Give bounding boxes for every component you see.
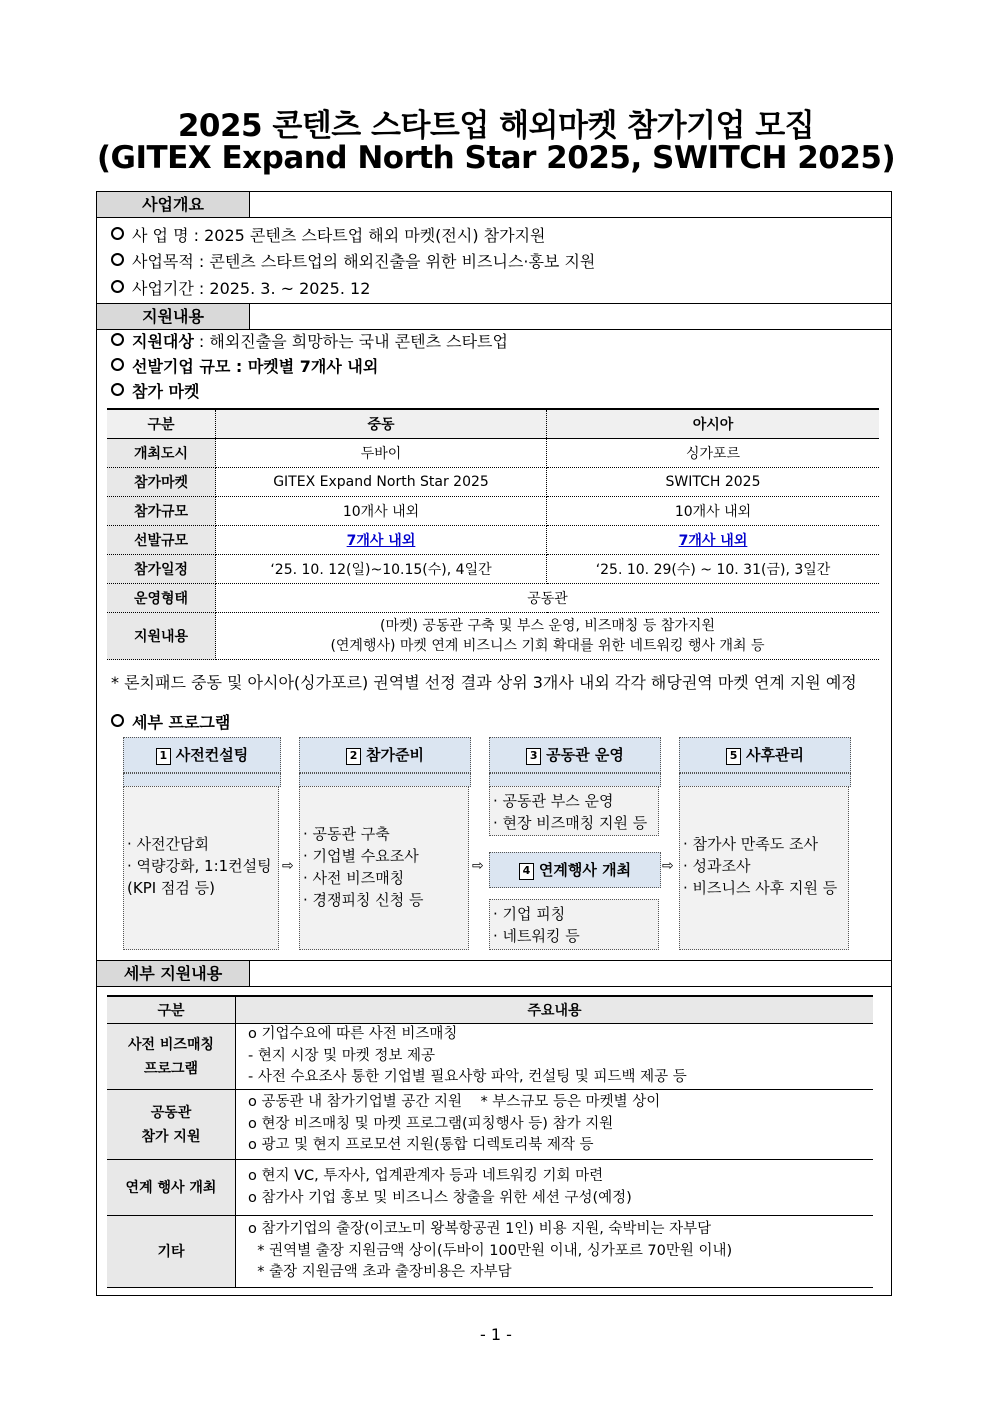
row-label: 참가마켓 bbox=[107, 468, 216, 497]
flow-arrow-icon: ⇨ bbox=[662, 858, 674, 874]
bullet-icon bbox=[111, 383, 124, 396]
table-cell bbox=[216, 526, 547, 555]
table-cell: 두바이 bbox=[216, 439, 547, 468]
regional-note: * 론치패드 중동 및 아시아(싱가포르) 권역별 선정 결과 상위 3개사 내외 각각 해당권역 마켓 연계 지원 예정 bbox=[111, 673, 857, 692]
table-row bbox=[107, 1160, 873, 1216]
table-row bbox=[107, 1024, 873, 1090]
document-title-line2: (GITEX Expand North Star 2025, SWITCH 2025) bbox=[96, 140, 896, 176]
bullet-icon bbox=[111, 280, 124, 293]
section-overview-label: 사업개요 bbox=[97, 192, 250, 217]
document-frame bbox=[96, 191, 892, 1296]
table-cell: 10개사 내외 bbox=[216, 497, 547, 526]
overview-item-purpose: 사업목적 : 콘텐츠 스타트업의 해외진출을 위한 비즈니스·홍보 지원 bbox=[111, 249, 595, 272]
table-header-cell: 아시아 bbox=[547, 409, 880, 439]
row-label: 참가일정 bbox=[107, 555, 216, 584]
table-row bbox=[107, 497, 879, 526]
program-label: 세부 프로그램 bbox=[111, 710, 230, 733]
row-label: 운영형태 bbox=[107, 584, 216, 613]
bullet-icon bbox=[111, 714, 124, 727]
program-step-1-strip bbox=[123, 773, 281, 787]
table-row bbox=[107, 526, 879, 555]
program-step-5-header: 5 사후관리 bbox=[679, 737, 851, 773]
table-cell: 싱가포르 bbox=[547, 439, 880, 468]
support-target: 지원대상 : 해외진출을 희망하는 국내 콘텐츠 스타트업 bbox=[111, 329, 508, 352]
row-label: 연계 행사 개최 bbox=[107, 1160, 236, 1216]
table-cell: GITEX Expand North Star 2025 bbox=[216, 468, 547, 497]
selection-scale-link: 7개사 내외 bbox=[678, 533, 748, 549]
table-row bbox=[107, 468, 879, 497]
support-markets-label: 참가 마켓 bbox=[111, 379, 199, 402]
section-overview-header bbox=[97, 192, 891, 218]
table-row bbox=[107, 1216, 873, 1288]
program-step-4-header: 4 연계행사 개최 bbox=[489, 852, 661, 888]
market-table bbox=[107, 408, 879, 660]
table-row bbox=[107, 439, 879, 468]
program-step-2-header: 2 참가준비 bbox=[299, 737, 471, 773]
document-title-line1: 2025 콘텐츠 스타트업 해외마켓 참가기업 모집 bbox=[177, 108, 815, 144]
selection-scale-link: 7개사 내외 bbox=[346, 533, 416, 549]
support-scale: 선발기업 규모 : 마켓별 7개사 내외 bbox=[111, 354, 378, 377]
section-support-label: 지원내용 bbox=[97, 304, 250, 329]
overview-item-period: 사업기간 : 2025. 3. ~ 2025. 12 bbox=[111, 276, 370, 299]
table-row bbox=[107, 584, 879, 613]
program-step-5-strip bbox=[679, 773, 851, 787]
page-number: - 1 - bbox=[480, 1325, 512, 1344]
bullet-icon bbox=[111, 333, 124, 346]
program-step-3-strip bbox=[489, 773, 661, 787]
program-step-3-header: 3 공동관 운영 bbox=[489, 737, 661, 773]
table-header-cell: 주요내용 bbox=[236, 996, 874, 1024]
table-cell: ‘25. 10. 12(일)~10.15(수), 4일간 bbox=[216, 555, 547, 584]
row-label: 선발규모 bbox=[107, 526, 216, 555]
table-row bbox=[107, 613, 879, 660]
section-support-header bbox=[97, 303, 891, 330]
table-cell: 10개사 내외 bbox=[547, 497, 880, 526]
table-cell: 공동관 bbox=[216, 584, 880, 613]
section-detail-label: 세부 지원내용 bbox=[97, 961, 250, 986]
bullet-icon bbox=[111, 358, 124, 371]
table-cell: ‘25. 10. 29(수) ~ 10. 31(금), 3일간 bbox=[547, 555, 880, 584]
bullet-icon bbox=[111, 253, 124, 266]
table-cell: o 공동관 내 참가기업별 공간 지원 * 부스규모 등은 마켓별 상이 o 현장 비즈매칭 및 마켓 프로그램(피칭행사 등) 참가 지원 o 광고 및 현지 프로모션 지원(통합 디렉토리북 제작 등 bbox=[236, 1090, 874, 1160]
table-cell: o 현지 VC, 투자사, 업계관계자 등과 네트워킹 기회 마련 o 참가사 기업 홍보 및 비즈니스 창출을 위한 세션 구성(예정) bbox=[236, 1160, 874, 1216]
row-label: 지원내용 bbox=[107, 613, 216, 660]
table-cell: (마켓) 공동관 구축 및 부스 운영, 비즈매칭 등 참가지원 (연계행사) 마켓 연계 비즈니스 기회 확대를 위한 네트워킹 행사 개최 등 bbox=[216, 613, 880, 660]
table-header-row bbox=[107, 409, 879, 439]
section-detail-header bbox=[97, 960, 891, 987]
flow-arrow-icon: ⇨ bbox=[472, 858, 484, 874]
program-step-1-body: · 사전간담회 · 역량강화, 1:1컨설팅 (KPI 점검 등) bbox=[123, 786, 279, 950]
row-label: 공동관 참가 지원 bbox=[107, 1090, 236, 1160]
table-row bbox=[107, 555, 879, 584]
program-step-1-header: 1 사전컨설팅 bbox=[123, 737, 281, 773]
table-row bbox=[107, 1090, 873, 1160]
flow-arrow-icon: ⇨ bbox=[282, 858, 294, 874]
row-label: 개최도시 bbox=[107, 439, 216, 468]
program-step-2-strip bbox=[299, 773, 471, 787]
bullet-icon bbox=[111, 227, 124, 240]
row-label: 기타 bbox=[107, 1216, 236, 1288]
table-cell: SWITCH 2025 bbox=[547, 468, 880, 497]
detail-table bbox=[107, 995, 873, 1288]
table-header-cell: 구분 bbox=[107, 996, 236, 1024]
program-step-2-body: · 공동관 구축 · 기업별 수요조사 · 사전 비즈매칭 · 경쟁피칭 신청 등 bbox=[299, 786, 469, 950]
row-label: 사전 비즈매칭 프로그램 bbox=[107, 1024, 236, 1090]
table-cell: o 기업수요에 따른 사전 비즈매칭 - 현지 시장 및 마켓 정보 제공 - 사전 수요조사 통한 기업별 필요사항 파악, 컨설팅 및 피드백 제공 등 bbox=[236, 1024, 874, 1090]
overview-item-name: 사 업 명 : 2025 콘텐츠 스타트업 해외 마켓(전시) 참가지원 bbox=[111, 223, 546, 246]
table-header-row bbox=[107, 996, 873, 1024]
row-label: 참가규모 bbox=[107, 497, 216, 526]
program-step-3-body: · 공동관 부스 운영 · 현장 비즈매칭 지원 등 bbox=[489, 786, 659, 836]
program-step-4-body: · 기업 피칭 · 네트워킹 등 bbox=[489, 899, 659, 950]
table-header-cell: 중동 bbox=[216, 409, 547, 439]
table-cell bbox=[547, 526, 880, 555]
table-header-cell: 구분 bbox=[107, 409, 216, 439]
table-cell: o 참가기업의 출장(이코노미 왕복항공권 1인) 비용 지원, 숙박비는 자부담 * 권역별 출장 지원금액 상이(두바이 100만원 이내, 싱가포르 70만원 이내) * 출장 지원금액 초과 출장비용은 자부담 bbox=[236, 1216, 874, 1288]
program-step-5-body: · 참가사 만족도 조사 · 성과조사 · 비즈니스 사후 지원 등 bbox=[679, 786, 849, 950]
